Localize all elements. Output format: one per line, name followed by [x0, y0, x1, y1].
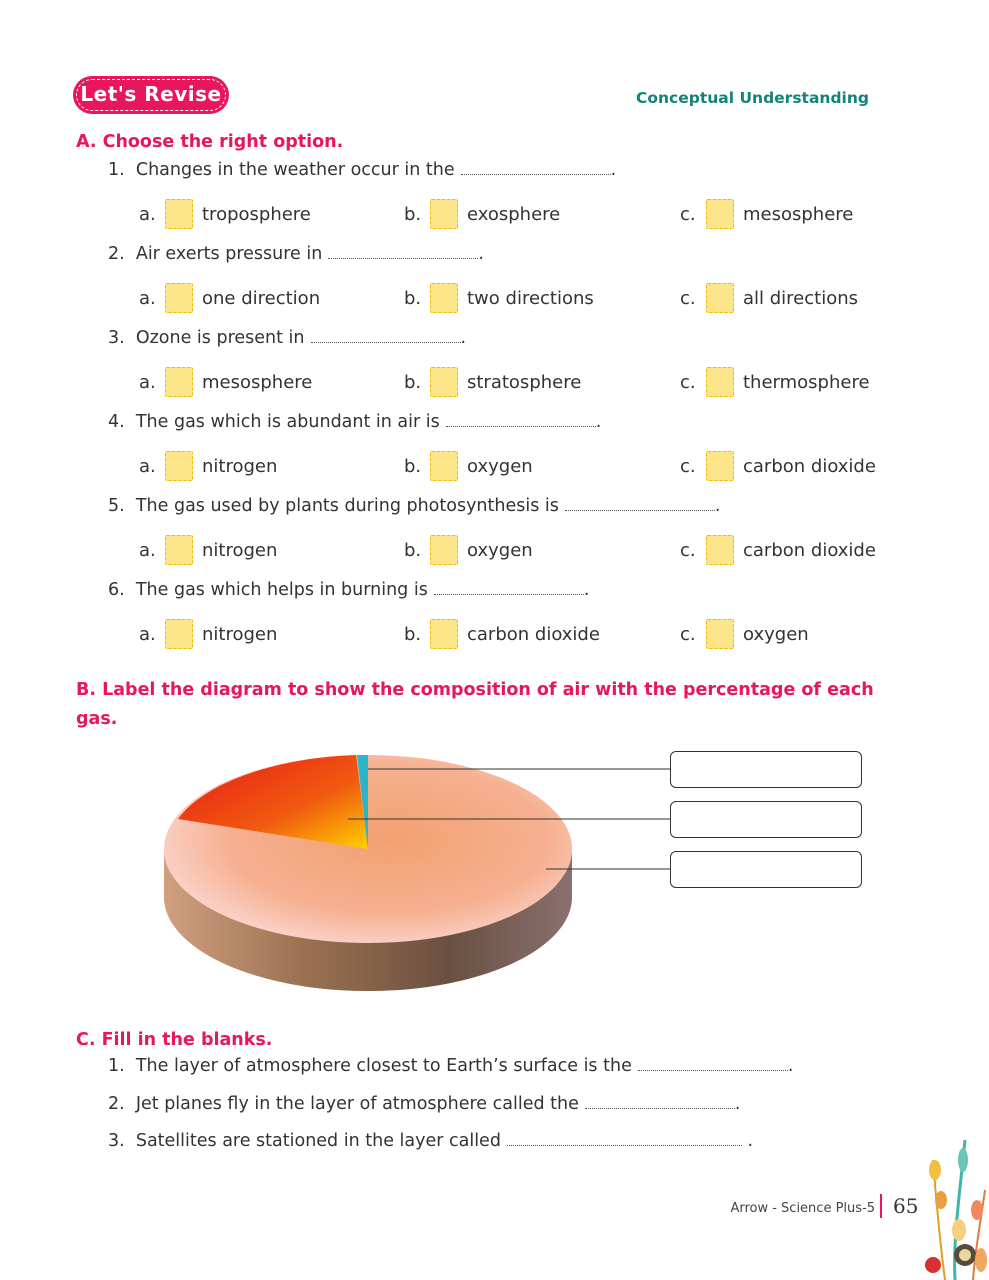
question-number: 4.	[108, 412, 125, 432]
question-number: 5.	[108, 496, 125, 516]
question: 1. Changes in the weather occur in the .	[108, 160, 617, 180]
option: a. mesosphere	[139, 367, 312, 397]
option: a. nitrogen	[139, 535, 277, 565]
question-text: Changes in the weather occur in the	[135, 160, 455, 180]
question-number: 1.	[108, 160, 125, 180]
question: 4. The gas which is abundant in air is .	[108, 412, 602, 432]
option: c. mesosphere	[680, 199, 853, 229]
question: 3. Ozone is present in .	[108, 328, 467, 348]
label-box-medium-slice[interactable]	[670, 801, 862, 838]
category-label: Conceptual Understanding	[635, 89, 869, 107]
option-checkbox[interactable]	[165, 199, 193, 229]
option-checkbox[interactable]	[430, 619, 458, 649]
option: c. carbon dioxide	[680, 535, 876, 565]
fill-blank-item: 2. Jet planes fly in the layer of atmosphere called the .	[108, 1094, 741, 1114]
section-a-heading: A. Choose the right option.	[76, 132, 344, 152]
label-box-small-slice[interactable]	[670, 751, 862, 788]
option-checkbox[interactable]	[706, 535, 734, 565]
question-text: The gas which is abundant in air is	[135, 412, 440, 432]
option: c. thermosphere	[680, 367, 870, 397]
question: 5. The gas used by plants during photosynthesis is .	[108, 496, 721, 516]
option-checkbox[interactable]	[430, 283, 458, 313]
answer-blank[interactable]	[565, 498, 715, 511]
section-c-heading: C. Fill in the blanks.	[76, 1030, 273, 1050]
page-number: 65	[893, 1194, 919, 1218]
option-checkbox[interactable]	[165, 283, 193, 313]
section-b-heading: B. Label the diagram to show the composition of air with the percentage of each	[76, 680, 874, 700]
answer-blank[interactable]	[638, 1058, 788, 1071]
option: a. nitrogen	[139, 451, 277, 481]
option-checkbox[interactable]	[706, 199, 734, 229]
option: b. carbon dioxide	[404, 619, 600, 649]
fill-blank-item: 1. The layer of atmosphere closest to Earth’s surface is the .	[108, 1056, 794, 1076]
option-checkbox[interactable]	[706, 283, 734, 313]
book-title: Arrow - Science Plus-5	[730, 1201, 875, 1216]
option-checkbox[interactable]	[430, 451, 458, 481]
option: c. oxygen	[680, 619, 809, 649]
fill-blank-item: 3. Satellites are stationed in the layer called .	[108, 1131, 754, 1151]
option: b. stratosphere	[404, 367, 581, 397]
answer-blank[interactable]	[434, 582, 584, 595]
lets-revise-badge	[73, 76, 229, 114]
answer-blank[interactable]	[461, 162, 611, 175]
badge-label: Let's Revise	[80, 82, 222, 106]
option: c. carbon dioxide	[680, 451, 876, 481]
answer-blank[interactable]	[507, 1133, 742, 1146]
answer-blank[interactable]	[585, 1096, 735, 1109]
option-checkbox[interactable]	[165, 451, 193, 481]
question-text: Ozone is present in	[135, 328, 305, 348]
option: b. exosphere	[404, 199, 560, 229]
answer-blank[interactable]	[446, 414, 596, 427]
question-text: The gas which helps in burning is	[135, 580, 428, 600]
answer-blank[interactable]	[328, 246, 478, 259]
option-checkbox[interactable]	[706, 367, 734, 397]
option-checkbox[interactable]	[430, 367, 458, 397]
option: a. troposphere	[139, 199, 311, 229]
question-number: 2.	[108, 244, 125, 264]
question: 2. Air exerts pressure in .	[108, 244, 484, 264]
option: c. all directions	[680, 283, 858, 313]
label-box-large-slice[interactable]	[670, 851, 862, 888]
option-checkbox[interactable]	[165, 367, 193, 397]
question-number: 3.	[108, 328, 125, 348]
footer-divider	[880, 1194, 882, 1218]
option: b. two directions	[404, 283, 594, 313]
question-text: Air exerts pressure in	[135, 244, 323, 264]
answer-blank[interactable]	[311, 330, 461, 343]
question-number: 6.	[108, 580, 125, 600]
question-text: The gas used by plants during photosynthesis is	[135, 496, 559, 516]
option-checkbox[interactable]	[706, 619, 734, 649]
section-b-heading-cont: gas.	[76, 709, 118, 729]
option: a. one direction	[139, 283, 320, 313]
option-checkbox[interactable]	[430, 199, 458, 229]
floral-corner-icon	[915, 1130, 989, 1280]
option-checkbox[interactable]	[706, 451, 734, 481]
option-checkbox[interactable]	[165, 619, 193, 649]
option: a. nitrogen	[139, 619, 277, 649]
option-checkbox[interactable]	[165, 535, 193, 565]
option: b. oxygen	[404, 535, 533, 565]
question: 6. The gas which helps in burning is .	[108, 580, 590, 600]
option-checkbox[interactable]	[430, 535, 458, 565]
option: b. oxygen	[404, 451, 533, 481]
